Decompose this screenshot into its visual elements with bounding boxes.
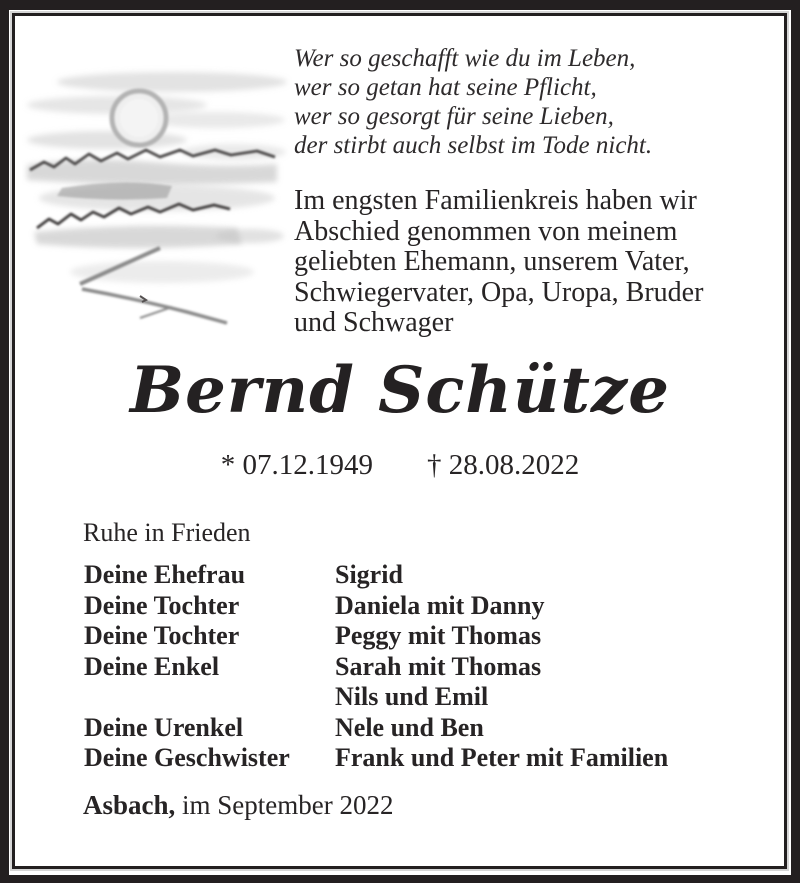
intro-line: und Schwager xyxy=(294,307,454,338)
mourner-relation: Deine Geschwister xyxy=(84,743,290,772)
mourner-row xyxy=(84,682,668,713)
mourner-relation: Deine Urenkel xyxy=(84,712,244,742)
intro-line: geliebten Ehemann, unserem Vater, xyxy=(294,246,690,277)
birth-date xyxy=(221,448,373,482)
poem-line: wer so getan hat seine Pflicht, xyxy=(294,74,597,101)
closing-line xyxy=(83,789,394,821)
mourners-list xyxy=(84,560,668,774)
valley-shadow xyxy=(57,182,172,199)
death-date-value: 28.08.2022 xyxy=(448,449,580,481)
birth-date-value: 07.12.1949 xyxy=(242,449,373,481)
death-date xyxy=(427,448,579,482)
ridge-wash-2 xyxy=(34,226,242,248)
foreground-wash xyxy=(70,261,254,283)
poem-line: Wer so geschafft wie du im Leben, xyxy=(294,45,636,72)
mourner-row xyxy=(84,621,668,652)
poem-line: wer so gesorgt für seine Lieben, xyxy=(294,103,614,130)
poem xyxy=(294,44,652,160)
mourner-relation: Deine Enkel xyxy=(84,651,220,681)
mourner-names: Nele und Ben xyxy=(335,712,484,742)
mourner-names: Peggy mit Thomas xyxy=(335,621,542,650)
mourner-relation: Deine Ehefrau xyxy=(84,560,246,589)
motto-text: Ruhe in Frieden xyxy=(83,518,251,547)
deceased-name: Bernd Schütze xyxy=(130,353,670,428)
intro-line: Abschied genommen von meinem xyxy=(294,215,678,247)
poem-line: der stirbt auch selbst im Tode nicht. xyxy=(294,132,653,159)
cross-symbol: † xyxy=(427,449,442,481)
mourner-names: Nils und Emil xyxy=(335,682,489,711)
closing-place: Asbach, xyxy=(83,790,176,820)
mourner-row xyxy=(84,591,668,622)
intro-line: Schwiegervater, Opa, Uropa, Bruder xyxy=(294,276,704,308)
winding-path xyxy=(80,248,227,323)
intro-text xyxy=(294,186,703,339)
mourner-names: Sigrid xyxy=(335,560,403,589)
landscape-sketch xyxy=(22,60,292,332)
mourner-names: Frank und Peter mit Familien xyxy=(335,743,669,772)
born-symbol: * xyxy=(220,449,236,481)
mourner-row xyxy=(84,713,668,744)
mourner-names: Sarah mit Thomas xyxy=(335,651,542,681)
mourner-row xyxy=(84,652,668,683)
life-dates xyxy=(40,448,760,482)
intro-line: Im engsten Familienkreis haben wir xyxy=(294,185,697,216)
mourner-relation: Deine Tochter xyxy=(84,590,240,620)
closing-date: im September 2022 xyxy=(182,790,394,820)
sun-icon xyxy=(112,91,166,145)
mourner-row xyxy=(84,743,668,774)
mourner-relation: Deine Tochter xyxy=(84,621,240,650)
mourner-row xyxy=(84,560,668,591)
ridge-tail-wash xyxy=(216,229,284,243)
ridge-wash-1 xyxy=(27,160,277,185)
mourner-names: Daniela mit Danny xyxy=(335,590,545,620)
